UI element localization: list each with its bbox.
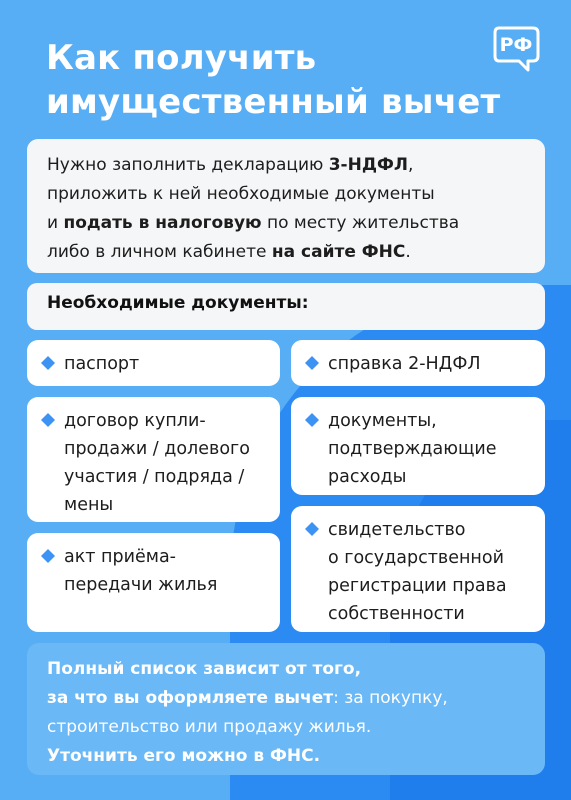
intro-line-2: приложить к ней необходимые документы [47,184,435,204]
document-card-act [27,533,280,632]
document-text [64,543,270,599]
document-text [328,516,535,628]
note-line-2 [47,684,525,713]
document-text [64,350,270,378]
diamond-bullet-icon [305,413,319,427]
documents-header: Необходимые документы: [27,283,545,330]
document-line: передачи жилья [64,575,218,595]
note-panel [27,643,545,775]
intro-text: и [47,213,64,233]
document-card-registration [291,506,545,632]
document-line: договор купли- [64,411,206,431]
title-line-1: Как получить [46,38,317,78]
document-line: собственности [328,604,465,624]
intro-line-3 [47,209,525,238]
document-line: документы, [328,411,437,431]
intro-text: либо в личном кабинете [47,242,272,262]
document-line: участия / подряда / [64,467,245,487]
document-line: регистрации права [328,576,507,596]
intro-text: . [405,242,411,262]
document-line: мены [64,495,114,515]
page-title [46,36,500,124]
document-text [328,350,535,378]
document-card-expenses [291,397,545,495]
note-line-1 [47,655,525,684]
intro-panel [27,139,545,273]
diamond-bullet-icon [41,413,55,427]
document-line: о государственной [328,548,504,568]
diamond-bullet-icon [305,522,319,536]
note-line-3: строительство или продажу жилья. [47,717,372,737]
intro-emphasis-site: на сайте ФНС [271,242,406,262]
intro-line-4 [47,238,525,267]
note-emphasis: Уточнить его можно в ФНС. [47,746,321,766]
note-text: : за покупку, [333,688,448,708]
diamond-bullet-icon [41,356,55,370]
diamond-bullet-icon [41,549,55,563]
intro-emphasis-form: 3-НДФЛ [328,155,408,175]
note-emphasis: Полный список зависит от того, [47,659,362,679]
logo-text: РФ [499,34,533,56]
document-text [64,407,270,519]
document-line: акт приёма- [64,547,176,567]
document-line: справка 2-НДФЛ [328,354,481,374]
document-line: свидетельство [328,520,466,540]
document-card-income-certificate [291,340,545,386]
note-line-4 [47,742,525,771]
intro-text: , [407,155,414,175]
diamond-bullet-icon [305,356,319,370]
logo [493,26,545,74]
document-line: расходы [328,467,407,487]
intro-text: Нужно заполнить декларацию [47,155,329,175]
document-card-contract [27,397,280,522]
intro-line-1 [47,151,525,180]
document-text [328,407,535,491]
intro-text: по месту жительства [261,213,460,233]
document-line: подтверждающие [328,439,497,459]
document-line: продажи / долевого [64,439,250,459]
title-line-2: имущественный вычет [46,82,501,122]
note-emphasis: за что вы оформляете вычет [47,688,334,708]
intro-emphasis-submit: подать в налоговую [63,213,262,233]
document-card-passport [27,340,280,386]
document-line: паспорт [64,354,140,374]
